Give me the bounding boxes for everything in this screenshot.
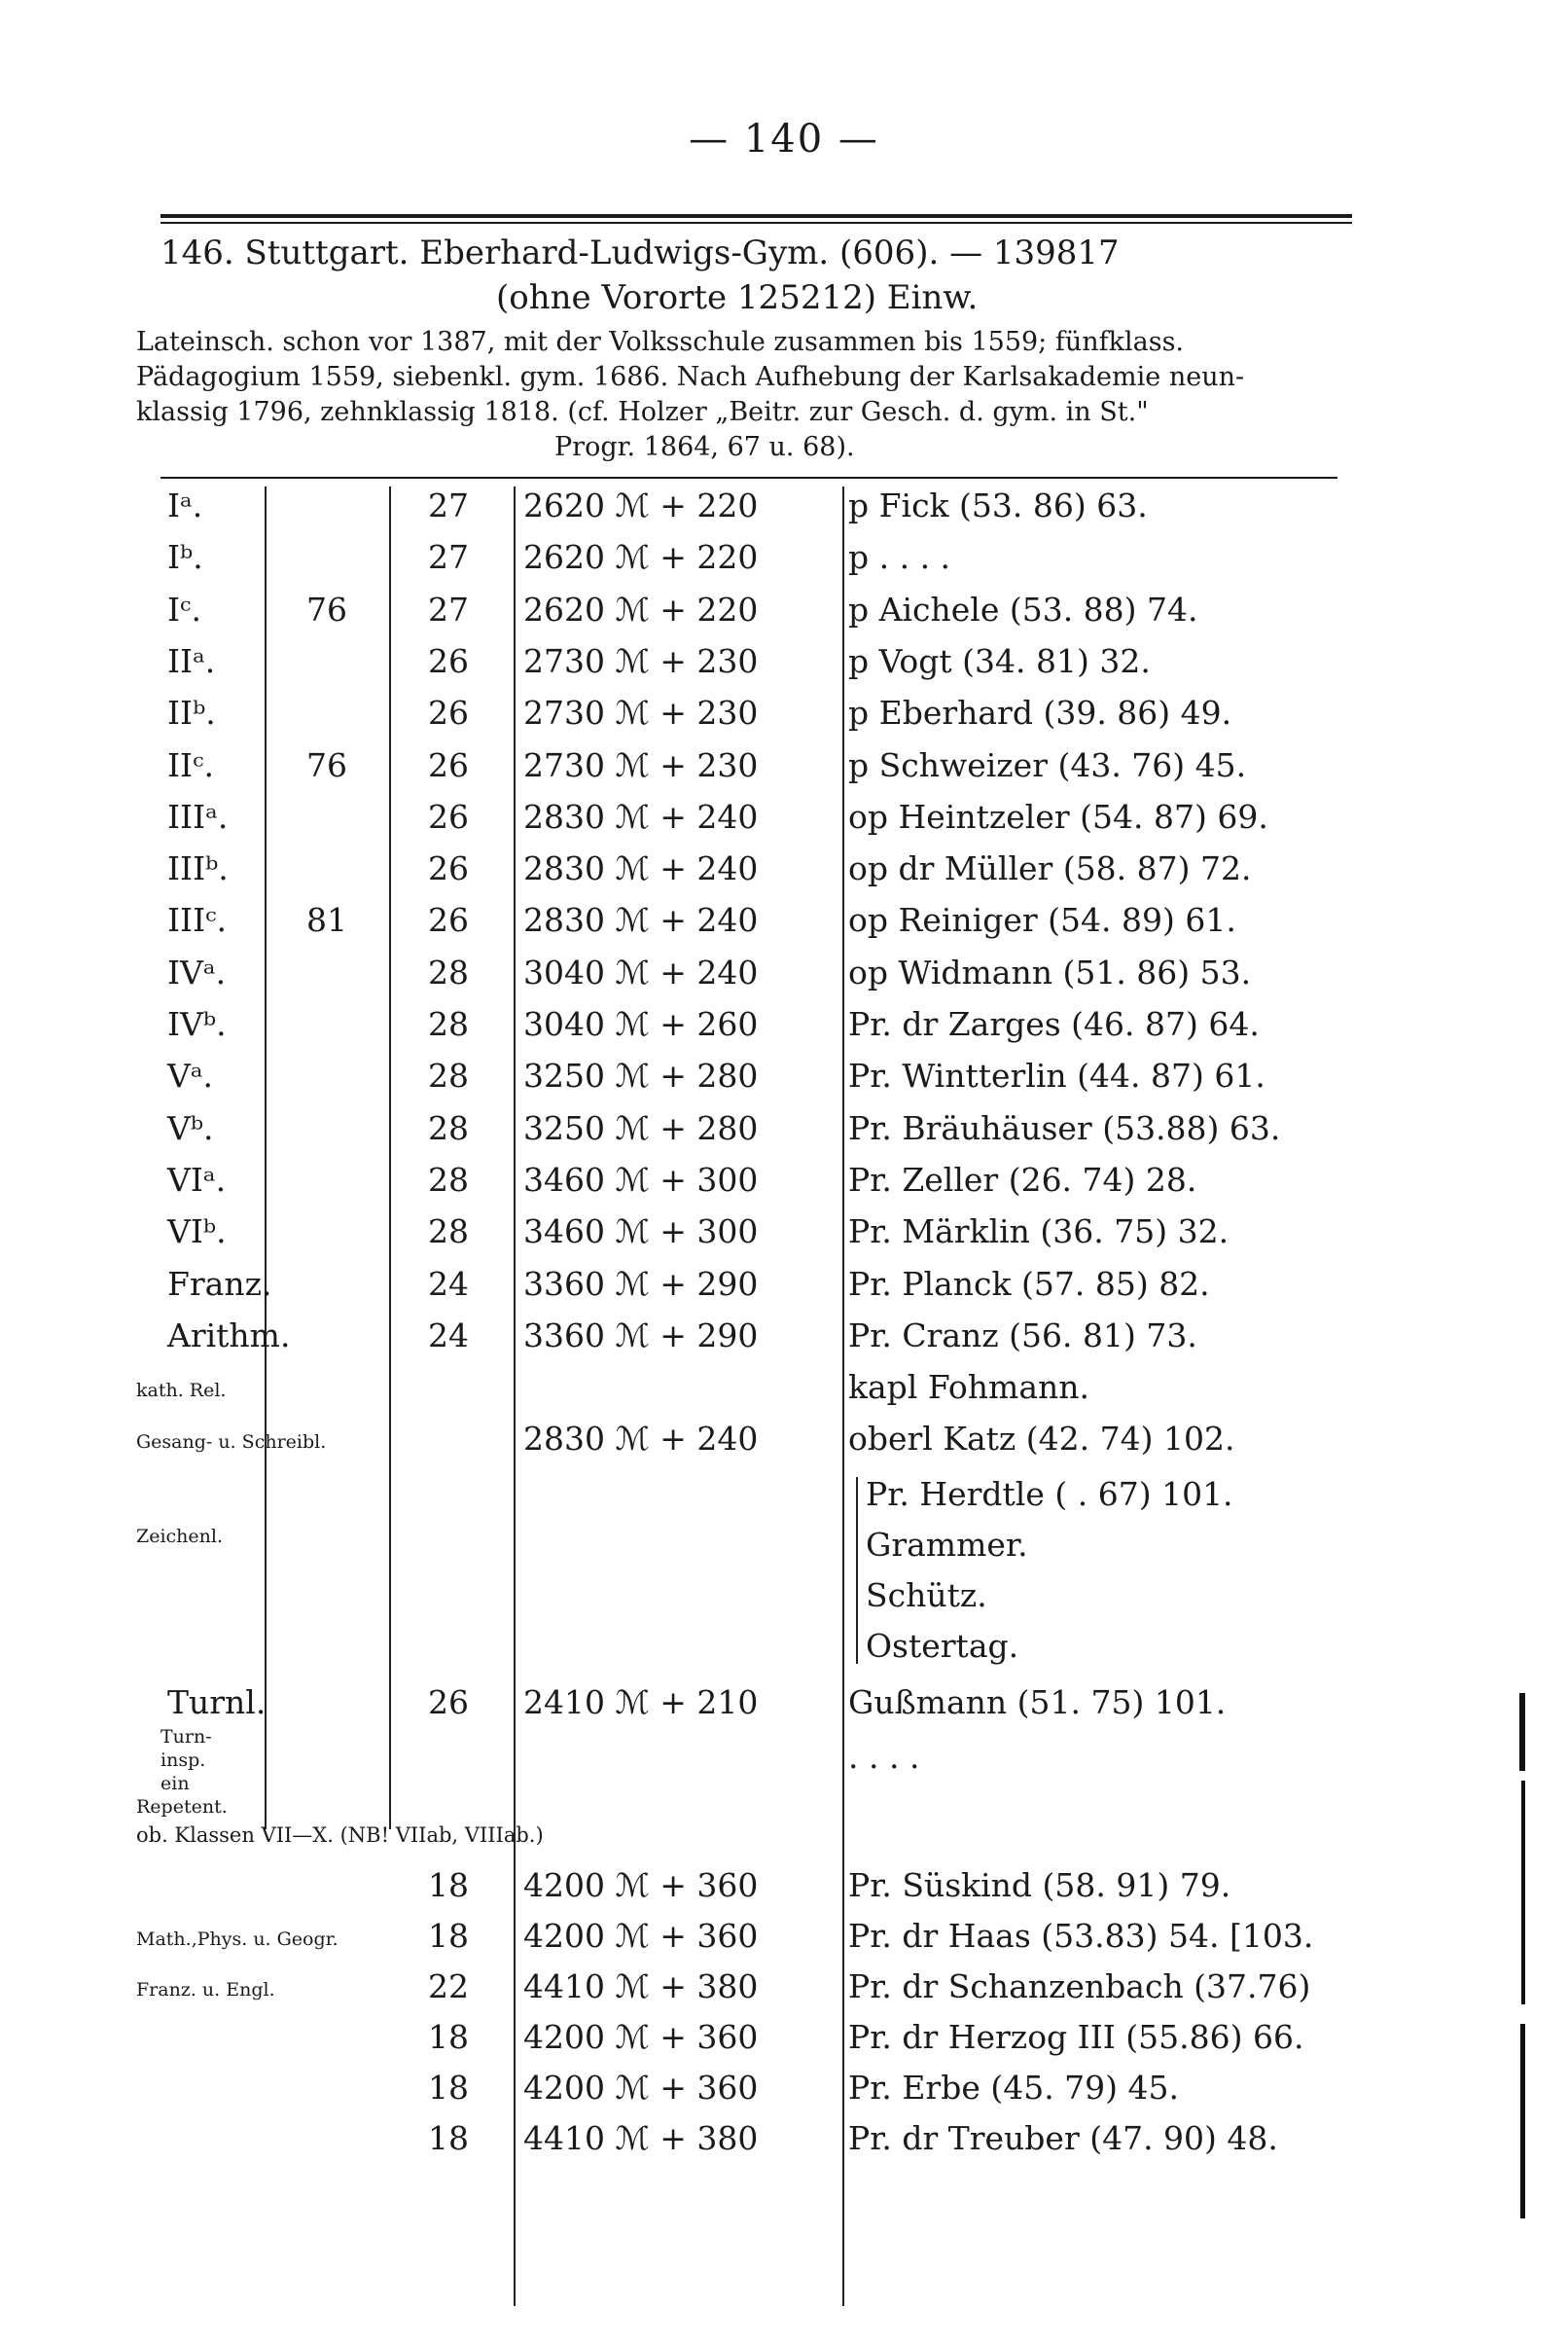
salary: 2730 ℳ + 230 xyxy=(523,642,759,680)
entry-title: 146. Stuttgart. Eberhard-Ludwigs-Gym. (606). — 139817 xyxy=(160,234,1120,272)
teacher: p Aichele (53. 88) 74. xyxy=(848,591,1198,629)
margin-mark-3 xyxy=(1520,2024,1525,2218)
zeichen-teacher-2: Grammer. xyxy=(866,1526,1028,1564)
margin-mark-2 xyxy=(1521,1781,1525,2004)
class-label: VIᵃ. xyxy=(167,1161,227,1199)
teacher: kapl Fohmann. xyxy=(848,1368,1090,1406)
teacher: p Schweizer (43. 76) 45. xyxy=(848,746,1247,784)
teacher: Pr. Süskind (58. 91) 79. xyxy=(848,1866,1231,1904)
header-rule-top xyxy=(160,214,1352,218)
weekly-hours: 27 xyxy=(428,487,469,524)
weekly-hours: 26 xyxy=(428,642,469,680)
zeichen-teacher-3: Schütz. xyxy=(866,1576,987,1614)
salary: 4200 ℳ + 360 xyxy=(523,1917,759,1955)
weekly-hours: 27 xyxy=(428,591,469,629)
salary: 3250 ℳ + 280 xyxy=(523,1109,759,1147)
weekly-hours: 28 xyxy=(428,1109,469,1147)
zeichen-brace xyxy=(856,1477,858,1664)
class-label: IIIᵃ. xyxy=(167,798,229,836)
turninsp-label-4: Repetent. xyxy=(136,1796,228,1818)
teacher: Pr. dr Schanzenbach (37.76) xyxy=(848,1967,1311,2005)
margin-mark-1 xyxy=(1519,1693,1525,1771)
turnl-class: Turnl. xyxy=(167,1683,267,1721)
turninsp-label-2: insp. xyxy=(160,1749,206,1771)
class-label: Vᵇ. xyxy=(167,1109,214,1147)
teacher: op Reiniger (54. 89) 61. xyxy=(848,901,1236,939)
teacher: p Vogt (34. 81) 32. xyxy=(848,642,1151,680)
salary: 2620 ℳ + 220 xyxy=(523,538,759,576)
header-rule-bottom xyxy=(160,222,1352,224)
teacher: op dr Müller (58. 87) 72. xyxy=(848,849,1252,887)
teacher: Pr. Zeller (26. 74) 28. xyxy=(848,1161,1197,1199)
page-number: — 140 — xyxy=(689,117,879,162)
class-label: Arithm. xyxy=(167,1316,291,1354)
weekly-hours: 18 xyxy=(428,1917,469,1955)
teacher: Pr. Märklin (36. 75) 32. xyxy=(848,1212,1229,1250)
class-label: Vᵃ. xyxy=(167,1057,214,1095)
turninsp-label-3: ein xyxy=(160,1773,190,1794)
class-label: Franz. xyxy=(167,1265,272,1303)
weekly-hours: 24 xyxy=(428,1265,469,1303)
salary: 3040 ℳ + 240 xyxy=(523,954,759,991)
teacher: Pr. Planck (57. 85) 82. xyxy=(848,1265,1210,1303)
weekly-hours: 26 xyxy=(428,849,469,887)
weekly-hours: 18 xyxy=(428,1866,469,1904)
class-label: Iᶜ. xyxy=(167,591,201,629)
turninsp-teacher: . . . . xyxy=(848,1738,920,1776)
column-rule-2 xyxy=(389,487,391,1829)
history-line-4: Progr. 1864, 67 u. 68). xyxy=(554,432,855,462)
salary: 4200 ℳ + 360 xyxy=(523,1866,759,1904)
weekly-hours: 26 xyxy=(428,746,469,784)
class-label: Iᵇ. xyxy=(167,538,203,576)
class-label: kath. Rel. xyxy=(136,1380,227,1401)
weekly-hours: 26 xyxy=(428,798,469,836)
teacher: Pr. Bräuhäuser (53.88) 63. xyxy=(848,1109,1281,1147)
history-line-1: Lateinsch. schon vor 1387, mit der Volksschule zusammen bis 1559; fünfklass. xyxy=(136,327,1185,357)
class-label: IIIᵇ. xyxy=(167,849,229,887)
teacher: Pr. Erbe (45. 79) 45. xyxy=(848,2069,1180,2107)
teacher: Pr. dr Herzog III (55.86) 66. xyxy=(848,2018,1304,2056)
weekly-hours: 26 xyxy=(428,694,469,732)
teacher: p Fick (53. 86) 63. xyxy=(848,487,1148,524)
salary: 2620 ℳ + 220 xyxy=(523,487,759,524)
history-line-3: klassig 1796, zehnklassig 1818. (cf. Holzer „Beitr. zur Gesch. d. gym. in St." xyxy=(136,397,1149,427)
history-line-2: Pädagogium 1559, siebenkl. gym. 1686. Nach Aufhebung der Karlsakademie neun- xyxy=(136,362,1245,392)
salary: 3250 ℳ + 280 xyxy=(523,1057,759,1095)
teacher: Pr. Wintterlin (44. 87) 61. xyxy=(848,1057,1265,1095)
salary: 4410 ℳ + 380 xyxy=(523,1967,759,2005)
weekly-hours: 28 xyxy=(428,954,469,991)
pupil-count: 76 xyxy=(306,746,347,784)
salary: 3040 ℳ + 260 xyxy=(523,1005,759,1043)
column-rule-1 xyxy=(265,487,267,1829)
teacher: p Eberhard (39. 86) 49. xyxy=(848,694,1232,732)
weekly-hours: 28 xyxy=(428,1057,469,1095)
turnl-teacher: Gußmann (51. 75) 101. xyxy=(848,1683,1227,1721)
class-label: Iᵃ. xyxy=(167,487,203,524)
weekly-hours: 18 xyxy=(428,2119,469,2157)
weekly-hours: 22 xyxy=(428,1967,469,2005)
pupil-count: 81 xyxy=(306,901,347,939)
weekly-hours: 26 xyxy=(428,901,469,939)
salary: 3460 ℳ + 300 xyxy=(523,1161,759,1199)
salary: 4200 ℳ + 360 xyxy=(523,2018,759,2056)
teacher: oberl Katz (42. 74) 102. xyxy=(848,1420,1235,1458)
teacher: op Heintzeler (54. 87) 69. xyxy=(848,798,1268,836)
zeichen-teacher-4: Ostertag. xyxy=(866,1627,1019,1665)
upper-classes-note: ob. Klassen VII—X. (NB! VIIab, VIIIab.) xyxy=(136,1823,544,1847)
teacher: Pr. Cranz (56. 81) 73. xyxy=(848,1316,1197,1354)
salary: 2730 ℳ + 230 xyxy=(523,746,759,784)
subject-label: Math.,Phys. u. Geogr. xyxy=(136,1928,339,1950)
turnl-hours: 26 xyxy=(428,1683,469,1721)
class-label: Gesang- u. Schreibl. xyxy=(136,1431,327,1453)
salary: 2830 ℳ + 240 xyxy=(523,1420,759,1458)
weekly-hours: 24 xyxy=(428,1316,469,1354)
salary: 3360 ℳ + 290 xyxy=(523,1265,759,1303)
class-label: IIᵇ. xyxy=(167,694,216,732)
table-rule xyxy=(160,477,1337,479)
weekly-hours: 28 xyxy=(428,1005,469,1043)
teacher: Pr. dr Zarges (46. 87) 64. xyxy=(848,1005,1260,1043)
class-label: IIIᶜ. xyxy=(167,901,228,939)
salary: 2830 ℳ + 240 xyxy=(523,798,759,836)
column-rule-3 xyxy=(514,487,516,2306)
salary: 2620 ℳ + 220 xyxy=(523,591,759,629)
zeichen-teacher-1: Pr. Herdtle ( . 67) 101. xyxy=(866,1475,1233,1513)
weekly-hours: 28 xyxy=(428,1161,469,1199)
weekly-hours: 18 xyxy=(428,2018,469,2056)
class-label: IVᵃ. xyxy=(167,954,227,991)
teacher: p . . . . xyxy=(848,538,951,576)
salary: 3360 ℳ + 290 xyxy=(523,1316,759,1354)
salary: 4410 ℳ + 380 xyxy=(523,2119,759,2157)
teacher: op Widmann (51. 86) 53. xyxy=(848,954,1252,991)
weekly-hours: 18 xyxy=(428,2069,469,2107)
entry-population: (ohne Vororte 125212) Einw. xyxy=(496,278,979,317)
salary: 3460 ℳ + 300 xyxy=(523,1212,759,1250)
subject-label: Franz. u. Engl. xyxy=(136,1979,275,2001)
salary: 2830 ℳ + 240 xyxy=(523,901,759,939)
weekly-hours: 28 xyxy=(428,1212,469,1250)
class-label: IIᵃ. xyxy=(167,642,216,680)
class-label: IIᶜ. xyxy=(167,746,214,784)
zeichen-label: Zeichenl. xyxy=(136,1526,223,1547)
column-rule-4 xyxy=(842,487,844,2306)
weekly-hours: 27 xyxy=(428,538,469,576)
teacher: Pr. dr Treuber (47. 90) 48. xyxy=(848,2119,1278,2157)
pupil-count: 76 xyxy=(306,591,347,629)
turnl-salary: 2410 ℳ + 210 xyxy=(523,1683,759,1721)
teacher: Pr. dr Haas (53.83) 54. [103. xyxy=(848,1917,1314,1955)
class-label: IVᵇ. xyxy=(167,1005,227,1043)
salary: 2730 ℳ + 230 xyxy=(523,694,759,732)
salary: 4200 ℳ + 360 xyxy=(523,2069,759,2107)
turninsp-label-1: Turn- xyxy=(160,1726,212,1748)
salary: 2830 ℳ + 240 xyxy=(523,849,759,887)
class-label: VIᵇ. xyxy=(167,1212,227,1250)
